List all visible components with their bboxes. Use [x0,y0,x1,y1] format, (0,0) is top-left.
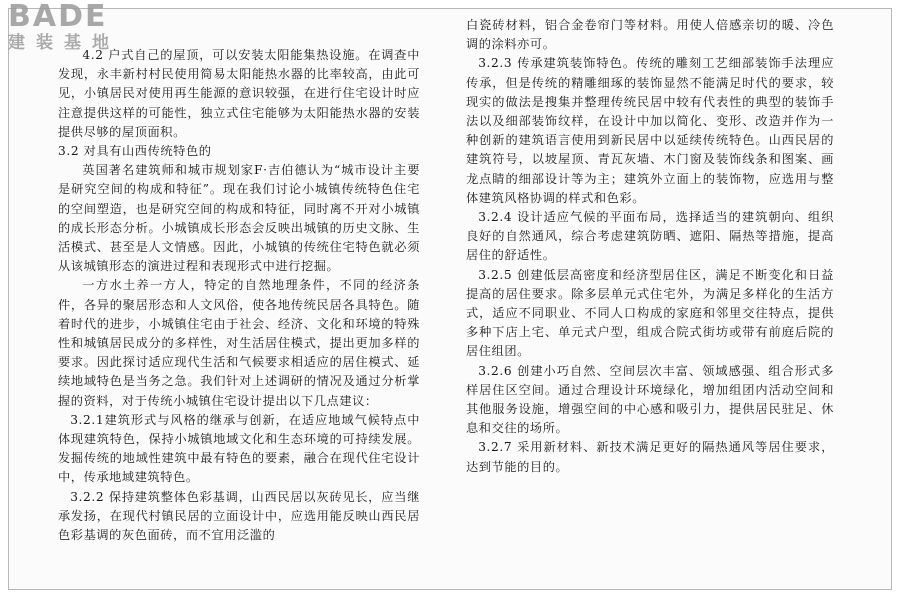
paragraph-continuation: 白瓷砖材料，铝合金卷帘门等材料。用使人倍感亲切的暖、冷色调的涂料亦可。 [466,18,834,52]
left-column [58,46,420,545]
paragraph-local-features: 一方水土养一方人，特定的自然地理条件，不同的经济条件，各异的聚居形态和人文风俗，使各地传统民居各具特色。随着时代的进步，小城镇住宅由于社会、经济、文化和环境的特殊性和城镇居民成分的多样性，对生活居住模式，提出更加多样的要求。因此探讨适应现代生活和气候要求相适应的居住模式、延续地域特色是当务之急。我们针对上述调研的情况及通过分析掌握的资料，对于传统小城镇住宅设计提出以下几点建议： [58,278,420,408]
paragraph-3-2-5: 3.2.5 创建低层高密度和经济型居住区，满足不断变化和日益提高的居住要求。除多层单元式住宅外，为满足多样化的生活方式，适应不同职业、不同人口构成的家庭和邻里交往特点，提供多种下店上宅、单元式户型，组成合院式街坊或带有前庭后院的居住组团。 [466,267,834,359]
paragraph-solar: 4.2 户式自己的屋顶，可以安装太阳能集热设施。在调查中发现，永丰新村村民使用简易太阳能热水器的比率较高，由此可见，小镇居民对使用再生能源的意识较强，在进行住宅设计时应注意提供这样的可能性，独立式住宅能够为太阳能热水器的安装提供尽够的屋顶面积。 [58,48,420,139]
paragraph-3-2-3: 3.2.3 传承建筑装饰特色。传统的雕刻工艺细部装饰手法理应传承，但是传统的精雕细琢的装饰显然不能满足时代的要求，较现实的做法是搜集并整理传统民居中较有代表性的典型的装饰手法以及细部装饰纹样，在设计中加以简化、变形、改造并作为一种创新的建筑语言使用到新民居中以延续传统特色。山西民居的建筑符号，以坡屋顶、青瓦灰墙、木门窗及装饰线条和图案、画龙点睛的细部设计等为主；建筑外立面上的装饰物，应选用与整体建筑风格协调的样式和色彩。 [466,56,834,205]
right-column [466,16,834,477]
paragraph-3-2-7: 3.2.7 采用新材料、新技术满足更好的隔热通风等居住要求，达到节能的目的。 [466,440,834,474]
paragraph-3-2-4: 3.2.4 设计适应气候的平面布局，选择适当的建筑朝向、组织良好的自然通风，综合考虑建筑防晒、遮阳、隔热等措施，提高居住的舒适性。 [466,210,834,263]
paragraph-3-2-6: 3.2.6 创建小巧自然、空间层次丰富、领域感强、组合形式多样居住区空间。通过合理设计环境绿化，增加组团内活动空间和其他服务设施，增强空间的中心感和吸引力，提供居民驻足、休息和交往的场所。 [466,363,834,436]
watermark-logo [8,2,120,52]
paragraph-gibberd: 英国著名建筑师和城市规划家F·吉伯德认为“城市设计主要是研究空间的构成和特征”。现在我们讨论小城镇传统特色住宅的空间塑造，也是研究空间的构成和特征，同时离不开对小城镇的成长形态分析。小城镇成长形态会反映出城镇的历史文脉、生活模式、甚至是人文情感。因此，小城镇的传统住宅特色就必须从该城镇形态的演进过程和表现形式中进行挖掘。 [58,163,420,274]
watermark-subtitle: 建装基地 [8,33,120,53]
section-heading-3-2: 3.2 对具有山西传统特色的 [58,144,212,159]
watermark-brand: BADE [8,0,108,34]
paragraph-3-2-1: 3.2.1建筑形式与风格的继承与创新，在适应地域气候特点中体现建筑特色，保持小城镇地域文化和生态环境的可持续发展。发掘传统的地域性建筑中最有特色的要素，融合在现代住宅设计中，传承地域建筑特色。 [58,412,420,485]
paragraph-3-2-2: 3.2.2 保持建筑整体色彩基调，山西民居以灰砖见长，应当继承发扬，在现代村镇民居的立面设计中，应选用能反映山西民居色彩基调的灰色面砖，而不宜用泛滥的 [58,489,420,543]
